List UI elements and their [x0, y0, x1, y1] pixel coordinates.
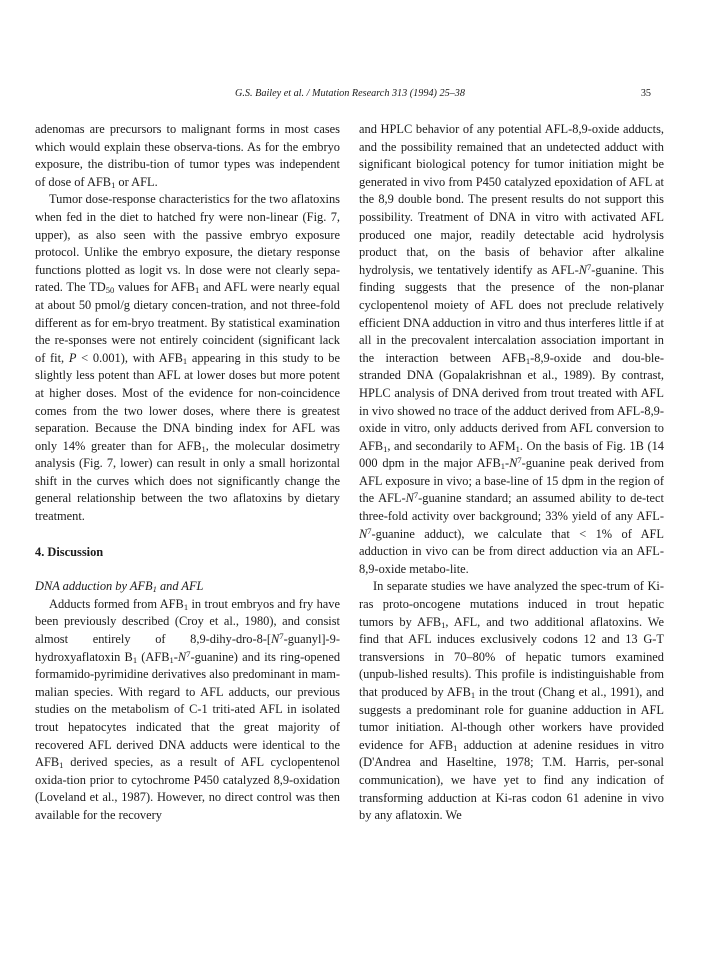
- right-column: [359, 121, 664, 825]
- paragraph: Adducts formed from $AFB_1$ in trout embryos and fry have been previously described (Croy et al., 1980), and consist almost entirely of $8,9-dihy-dro-8-[N^7-guanyl]-9$-hydroxyaflatoxin $B_1$ $(AFB_1-N^7-guanine)$ and its ring-opened formamido-pyrimidine derivatives also predominant in mam-malian species. With regard to AFL adducts, our previous studies on the metabolism of C-1 triti-ated AFL in isolated trout hepatocytes indicated that the great majority of recovered AFL derived DNA adducts were identical to the $AFB_1$ derived species, as a result of AFL cyclopentenol oxida-tion prior to cytochrome P450 catalyzed 8,9-oxidation (Loveland et al., 1987). However, no direct control was then available for the recovery: [35, 596, 341, 822]
- paragraph: adenomas are precursors to malignant forms in most cases which would explain these observa-tions. As for the embryo exposure, the distribu-tion of tumor types was independent of dose of $AFB_1$ or AFL.: [35, 122, 340, 190]
- section-heading: 4. Discussion: [35, 544, 104, 559]
- paragraph: Tumor dose-response characteristics for the two aflatoxins when fed in the diet to hatched fry were non-linear (Fig. 7, upper), as also seen with the passive embryo exposure protocol. Unlike the embryo exposure, the dietary response functions plotted as logit vs. ln dose were not clearly sepa-rated. The $TD_{50}$ values for $AFB_1$ and AFL were nearly equal at about 50 pmol/g dietary concen-tration, and not three-fold different as for em-bryo treatment. By statistical examination the re-sponses were not entirely coincident (significant lack of fit, P < 0.001), with $AFB_1$ appearing in this study to be slightly less potent than AFL at lower doses but more potent at higher doses. Most of the evidence for non-coincidence comes from the two lower doses, where there is greatest separation. Because the DNA binding index for AFL was only 14% greater than for $AFB_1$, the molecular dosimetry analysis (Fig. 7, lower) can result in only a small horizontal shift in the curves which does not significantly change the general relationship between the two aflatoxins by dietary treatment.: [35, 192, 340, 524]
- running-header: [0, 88, 701, 104]
- left-column: [35, 121, 340, 825]
- paragraph: In separate studies we have analyzed the spec-trum of Ki-ras proto-oncogene mutations induced in trout hepatic tumors by $AFB_1$, AFL, and two additional aflatoxins. We find that AFL induces exclusively codons 12 and 13 G-T transversions in 70–80% of hepatic tumors examined (unpub-lished results). This profile is indistinguishable from that produced by $AFB_1$ in the trout (Chang et al., 1991), and suggests a predominant role for guanine adduction in AFL tumor initiation. Al-though other workers have provided evidence for $AFB_1$ adduction at adenine residues in vitro (D'Andrea and Haseltine, 1978; T.M. Harris, per-sonal communication), we have yet to find any indication of transforming adduction at Ki-ras codon 61 adenine in vivo by any aflatoxin. We: [359, 579, 665, 823]
- running-title: G.S. Bailey et al. / Mutation Research 313 (1994) 25–38: [235, 88, 465, 99]
- subsection-heading: DNA adduction by $AFB_1$ and AFL: [35, 579, 204, 595]
- page-number: 35: [640, 88, 651, 99]
- paragraph: and HPLC behavior of any potential AFL-8,9-oxide adducts, and the possibility remained that an undetected adduct with significant biological potency for tumor initiation might be generated in vivo from P450 catalyzed epoxidation of AFL at the 8,9 double bond. The present results do not support this possibility. Treatment of DNA in vitro with activated AFL produced one major, readily detectable acid hydrolysis product that, on the basis of behavior after alkaline hydrolysis, we tentatively identify as AFL-$N^7$-guanine. This finding suggests that the presence of the non-planar cyclopentenol moiety of AFL does not preclude relatively efficient DNA adduction in vitro and thus interferes little if at all in the precovalent intercalation association important in the interaction between $AFB_1-8,9$-oxide and dou-ble-stranded DNA (Gopalakrishnan et al., 1989). By contrast, HPLC analysis of DNA derived from trout treated with AFL in vivo showed no trace of the adduct derived from AFL-8,9-oxide in vitro, only adducts derived from AFL conversion to $AFB_1$, and secondarily to $AFM_1$. On the basis of Fig. 1B (14 000 dpm in the major $AFB_1-N^7$-guanine peak derived from AFL exposure in vivo; a base-line of 15 dpm in the region of the AFL-$N^7$-guanine standard; an assumed ability to de-tect three-fold activity over background; 33% yield of any AFL-$N^7$-guanine adduct), we calculate that < 1% of AFL adduction in vivo can be from direct adduction via an AFL-8,9-oxide metabo-lite.: [359, 122, 664, 576]
